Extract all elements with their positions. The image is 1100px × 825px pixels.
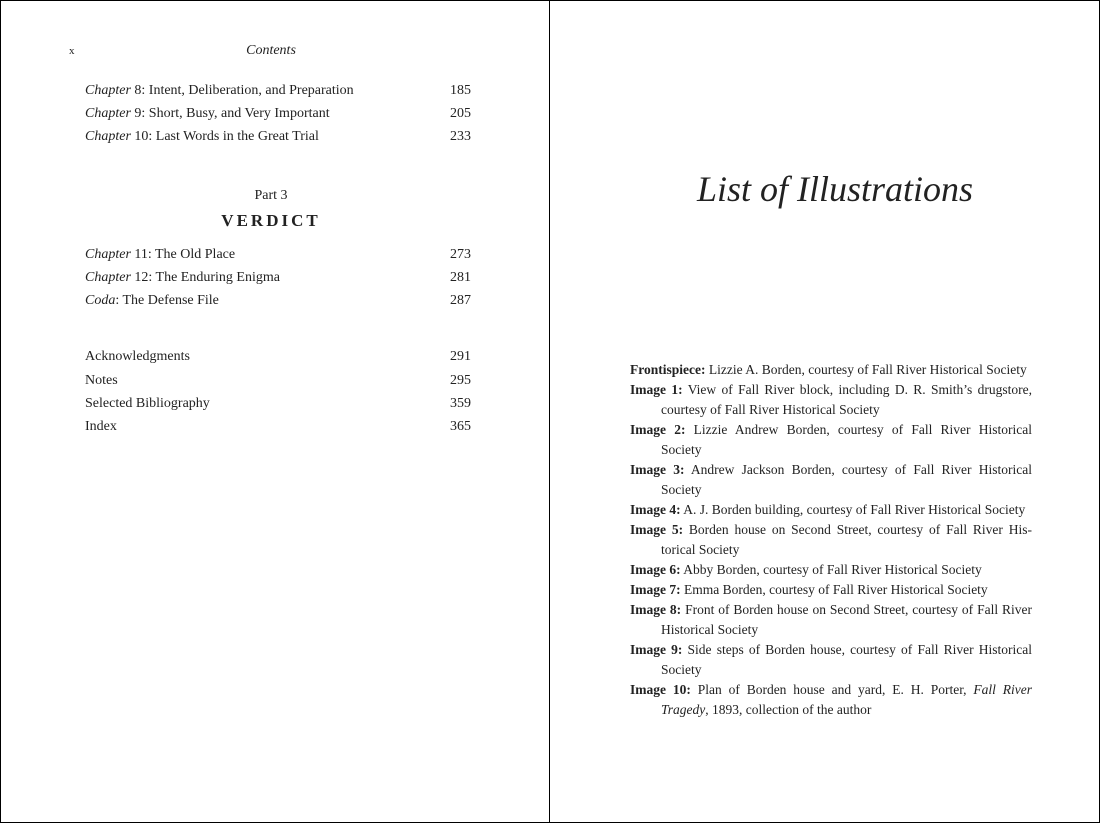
toc-entry [85, 245, 235, 265]
page-number: 205 [450, 106, 471, 121]
chapter-prefix: Chapter [85, 129, 131, 144]
chapter-title: 11: The Old Place [130, 247, 236, 262]
illustration-label: Image 3: [630, 462, 685, 477]
toc-entry [85, 127, 319, 147]
chapter-prefix: Chapter [85, 247, 131, 262]
illustration-label: Frontispiece: [630, 362, 706, 377]
toc-entry: Acknowledgments [85, 349, 190, 364]
chapter-prefix: Chapter [85, 106, 131, 121]
illustration-label: Image 7: [630, 582, 681, 597]
toc-row[interactable] [85, 347, 471, 367]
page-number: 359 [450, 396, 471, 411]
toc-row[interactable] [85, 291, 471, 311]
illustration-entry [630, 680, 1032, 720]
page-number: 185 [450, 83, 471, 98]
chapter-prefix: Chapter [85, 83, 131, 98]
toc-row[interactable] [85, 394, 471, 414]
illustration-entry [630, 640, 1032, 680]
chapter-prefix: Coda [85, 293, 116, 308]
illustration-caption: Emma Borden, courtesy of Fall River Historical Society [680, 582, 988, 597]
toc-entry [85, 291, 219, 311]
page-number: 281 [450, 270, 471, 285]
chapter-title: 9: Short, Busy, and Very Important [130, 106, 330, 121]
part-title: VERDICT [221, 211, 321, 230]
illustration-entry [630, 580, 1032, 600]
page-number: 233 [450, 129, 471, 144]
chapter-prefix: Chapter [85, 270, 131, 285]
illustration-caption: A. J. Borden building, courtesy of Fall River Historical Society [680, 502, 1026, 517]
illustration-entry [630, 520, 1032, 560]
illustration-caption: Andrew Jackson Borden, courtesy of Fall River Historical Society [661, 462, 1032, 497]
chapter-title: 8: Intent, Deliberation, and Preparation [130, 83, 354, 98]
illustration-entry [630, 500, 1032, 520]
illustration-caption-end: , 1893, collection of the author [705, 702, 872, 717]
illustration-entry [630, 420, 1032, 460]
toc-entry: Index [85, 419, 117, 434]
illustration-entry [630, 560, 1032, 580]
page-number: 273 [450, 247, 471, 262]
folio: x [69, 45, 75, 57]
toc-row[interactable] [85, 81, 471, 101]
toc-row[interactable] [85, 127, 471, 147]
chapter-title: 12: The Enduring Enigma [130, 270, 280, 285]
toc-row[interactable] [85, 104, 471, 124]
illustration-label: Image 6: [630, 562, 681, 577]
illustration-label: Image 1: [630, 382, 683, 397]
illustration-caption: Lizzie A. Borden, courtesy of Fall River Historical Society [705, 362, 1027, 377]
illustration-label: Image 9: [630, 642, 683, 657]
toc-row[interactable] [85, 371, 471, 391]
illustration-caption: Abby Borden, courtesy of Fall River Historical Society [680, 562, 982, 577]
illustration-label: Image 8: [630, 602, 682, 617]
illustration-list [630, 360, 1032, 720]
chapter-title: : The Defense File [115, 293, 219, 308]
illustration-entry [630, 380, 1032, 420]
page-number: 365 [450, 419, 471, 434]
illustration-label: Image 4: [630, 502, 681, 517]
chapter-title: 10: Last Words in the Great Trial [130, 129, 319, 144]
illustration-caption: Plan of Borden house and yard, E. H. Porter, [690, 682, 974, 697]
running-head: Contents [246, 43, 296, 58]
illustration-caption: View of Fall River block, including D. R. Smith’s drugstore, courtesy of Fall River Historical Society [661, 382, 1032, 417]
illustration-entry [630, 460, 1032, 500]
part-label: Part 3 [254, 188, 288, 203]
illustration-label: Image 10: [630, 682, 691, 697]
page-number: 287 [450, 293, 471, 308]
left-page [0, 0, 550, 823]
illustration-label: Image 2: [630, 422, 686, 437]
illustration-caption: Borden house on Second Street, courtesy of Fall River His-torical Society [661, 522, 1032, 557]
illustration-caption: Side steps of Borden house, courtesy of Fall River Historical Society [661, 642, 1032, 677]
toc-entry [85, 81, 354, 101]
page-title: List of Illustrations [697, 169, 974, 209]
toc-row[interactable] [85, 417, 471, 437]
toc-entry [85, 104, 330, 124]
illustration-label: Image 5: [630, 522, 684, 537]
illustration-entry [630, 360, 1032, 380]
toc-entry: Selected Bibliography [85, 396, 210, 411]
toc-entry [85, 268, 280, 288]
illustration-caption: Front of Borden house on Second Street, courtesy of Fall River Historical Society [661, 602, 1032, 637]
toc-row[interactable] [85, 245, 471, 265]
toc-row[interactable] [85, 268, 471, 288]
toc-entry: Notes [85, 373, 118, 388]
book-title-italic: Fall River Tragedy [661, 682, 1032, 717]
illustration-entry [630, 600, 1032, 640]
illustration-caption: Lizzie Andrew Borden, courtesy of Fall River Historical Society [661, 422, 1032, 457]
page-number: 295 [450, 373, 471, 388]
page-number: 291 [450, 349, 471, 364]
